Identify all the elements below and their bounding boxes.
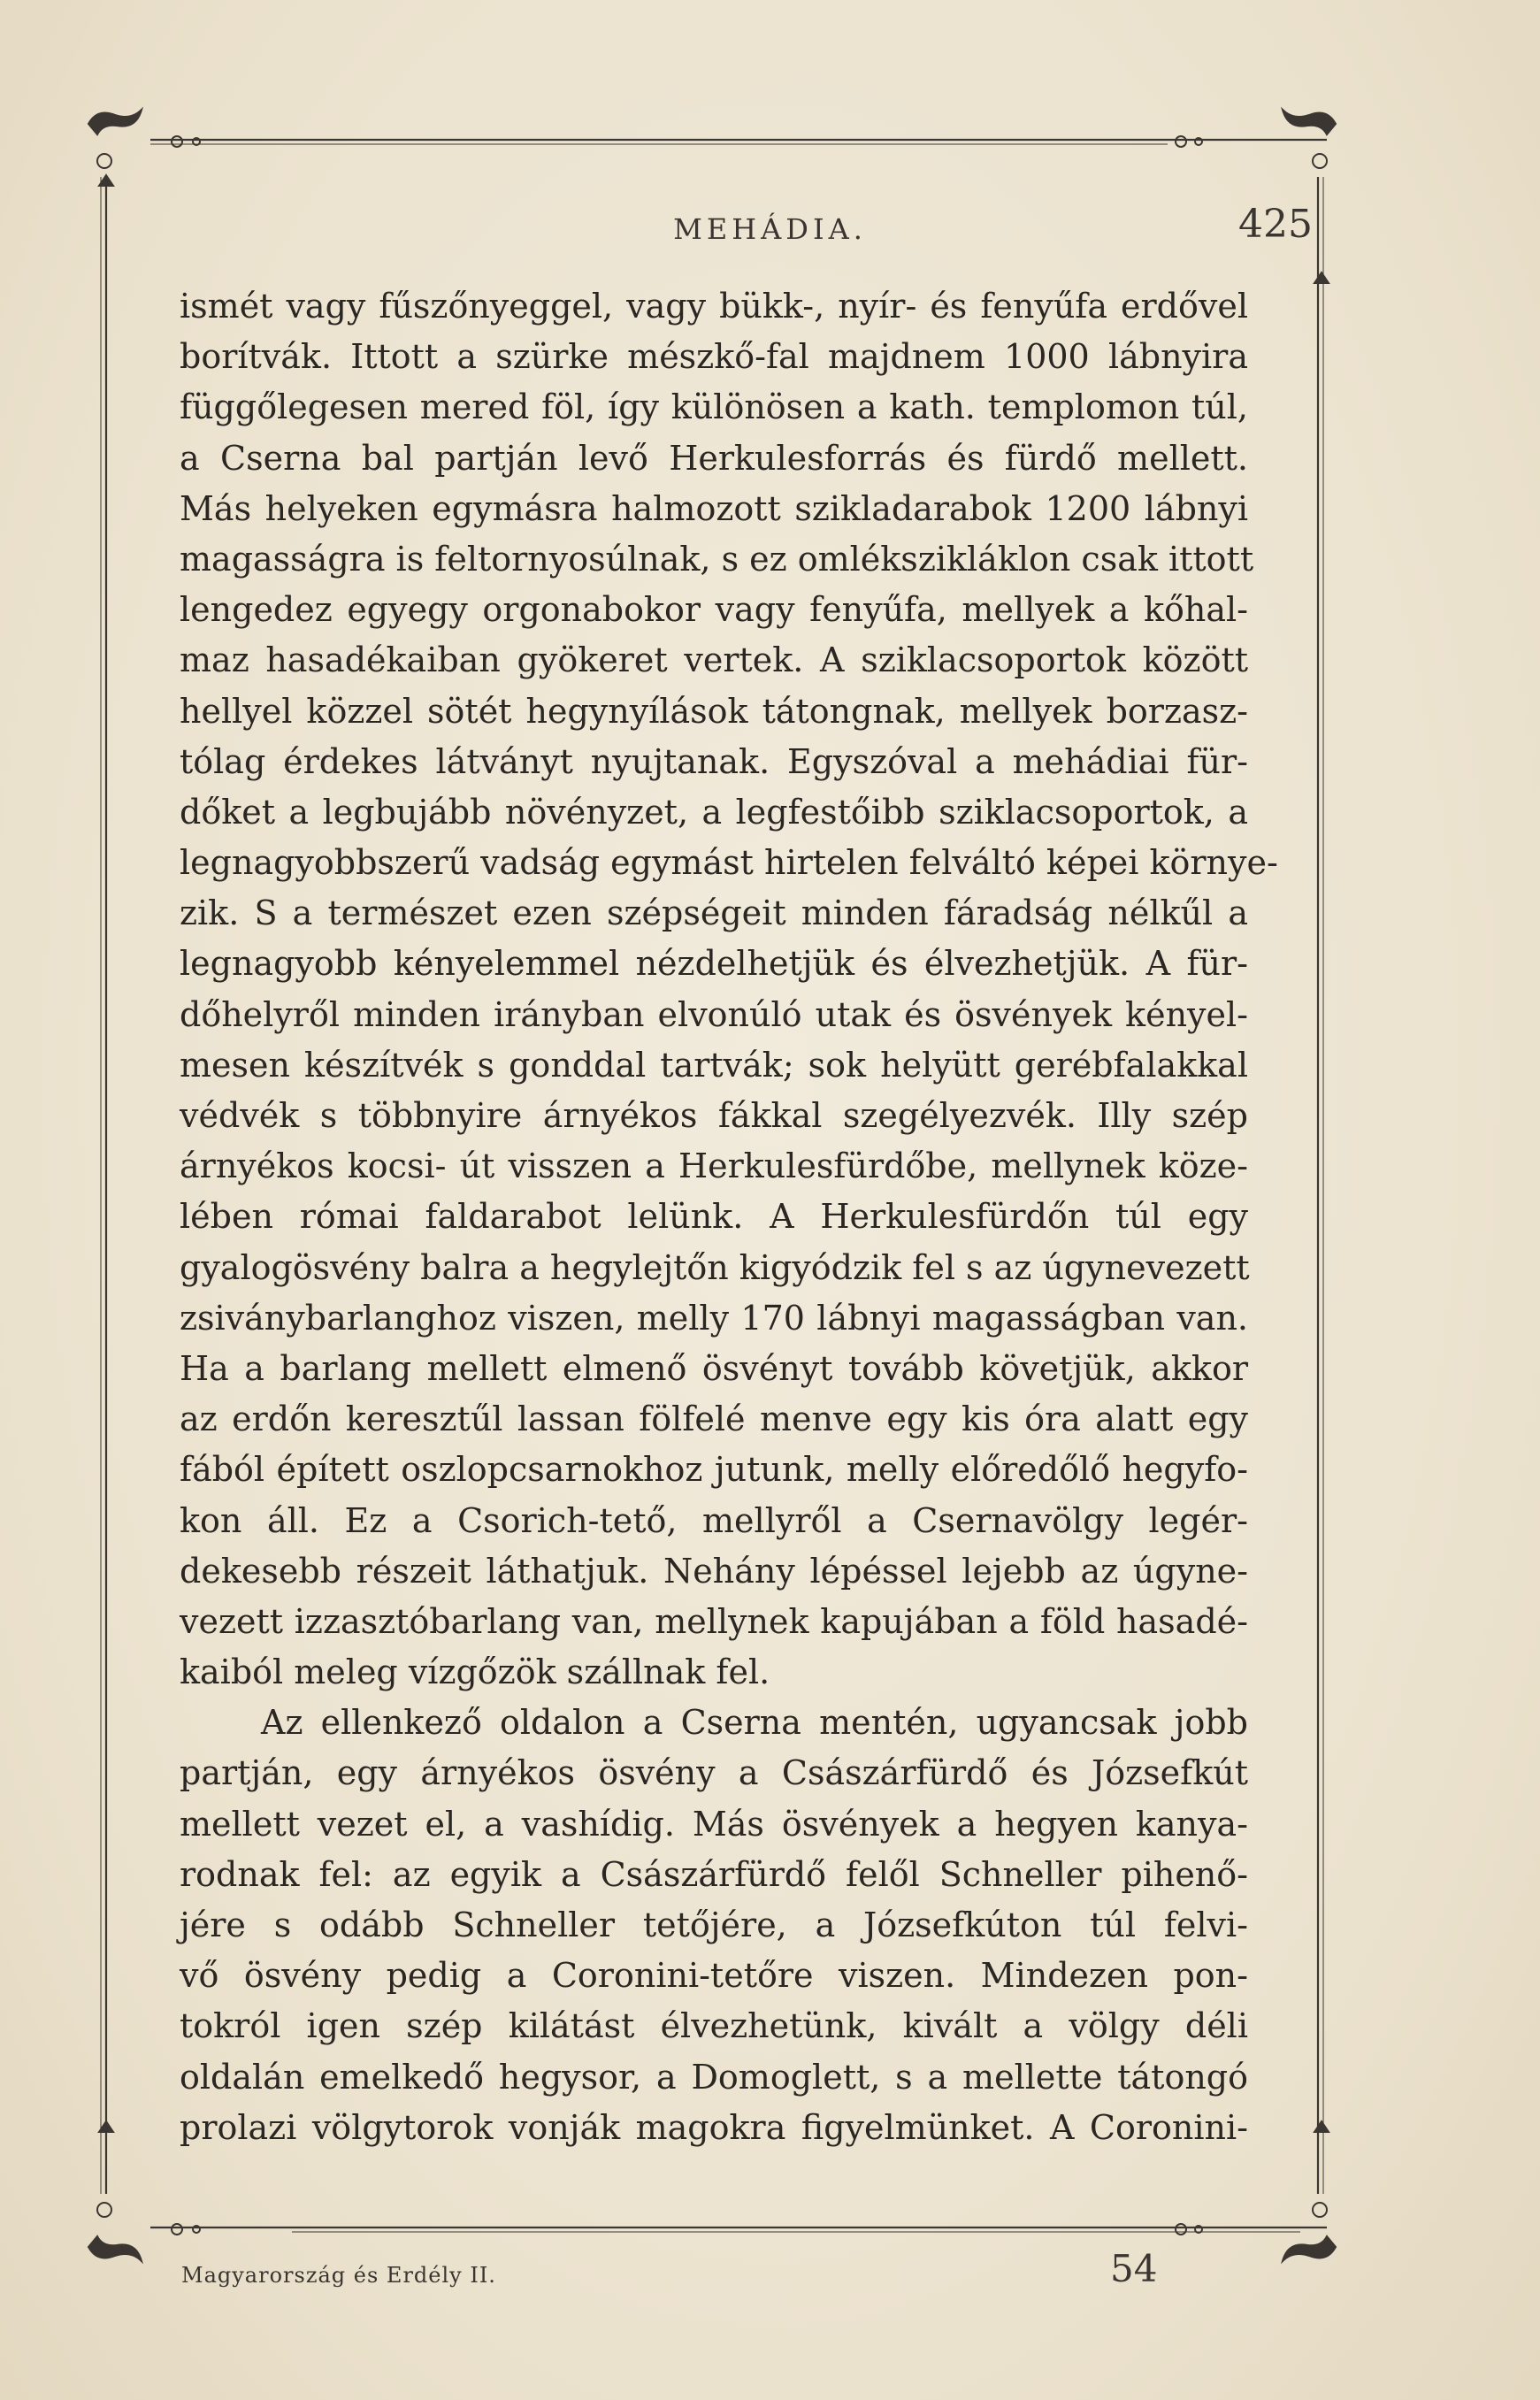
text-line: fából épített oszlopcsarnokhoz jutunk, melly előredőlő hegyfo-	[180, 1450, 1248, 1490]
text-line: hellyel közzel sötét hegynyílások tátongnak, mellyek borzasz-	[180, 691, 1248, 731]
text-line: mesen készítvék s gonddal tartvák; sok helyütt gerébfalakkal	[180, 1045, 1248, 1085]
text-line: dőhelyről minden irányban elvonúló utak és ösvények kényel-	[180, 994, 1248, 1034]
text-line: rodnak fel: az egyik a Császárfürdő felől Schneller pihenő-	[180, 1854, 1248, 1894]
body-text	[180, 281, 1278, 2153]
text-line: legnagyobbszerű vadság egymást hirtelen felváltó képei környe-	[180, 843, 1278, 883]
page-number: 425	[1238, 202, 1313, 247]
signature-mark: Magyarország és Erdély II.	[181, 2263, 496, 2288]
paragraph-first-line: Az ellenkező oldalon a Cserna mentén, ugyancsak jobb	[261, 1703, 1248, 1743]
text-line: oldalán emelkedő hegysor, a Domoglett, s a mellette tátongó	[180, 2057, 1248, 2097]
text-line: függőlegesen mered föl, így különösen a kath. templomon túl,	[180, 387, 1248, 427]
text-line: partján, egy árnyékos ösvény a Császárfürdő és Józsefkút	[180, 1753, 1248, 1793]
text-line: legnagyobb kényelemmel nézdelhetjük és élvezhetjük. A für-	[180, 944, 1248, 984]
text-line: maz hasadékaiban gyökeret vertek. A sziklacsoportok között	[180, 640, 1248, 680]
running-header: MEHÁDIA.	[673, 212, 867, 246]
text-line: árnyékos kocsi- út visszen a Herkulesfürdőbe, mellynek köze-	[180, 1146, 1248, 1186]
text-line: prolazi völgytorok vonják magokra figyelmünket. A Coronini-	[180, 2107, 1248, 2147]
text-line: borítvák. Ittott a szürke mészkő-fal majdnem 1000 lábnyira	[180, 337, 1248, 377]
corner-ornament-top-left	[88, 110, 200, 186]
text-line: dőket a legbujább növényzet, a legfestőibb sziklacsoportok, a	[180, 792, 1248, 832]
corner-ornament-top-right	[1176, 110, 1336, 283]
text-line: dekesebb részeit láthatjuk. Nehány lépéssel lejebb az úgyne-	[180, 1551, 1248, 1591]
text-line: az erdőn keresztűl lassan fölfelé menve egy kis óra alatt egy	[180, 1399, 1248, 1439]
text-line: zik. S a természet ezen szépségeit minden fáradság nélkűl a	[180, 893, 1248, 933]
paragraph-last-line: kaiból meleg vízgőzök szállnak fel.	[180, 1652, 770, 1692]
text-line: mellett vezet el, a vashídig. Más ösvények a hegyen kanya-	[180, 1804, 1248, 1844]
text-line: tólag érdekes látványt nyujtanak. Egyszóval a mehádiai für-	[180, 741, 1248, 781]
text-line: vő ösvény pedig a Coronini-tetőre viszen. Mindezen pon-	[180, 1956, 1248, 1996]
text-line: tokról igen szép kilátást élvezhetünk, kivált a völgy déli	[180, 2006, 1248, 2046]
text-line: lengedez egyegy orgonabokor vagy fenyűfa, mellyek a kőhal-	[180, 590, 1248, 630]
text-line: magasságra is feltornyosúlnak, s ez omlékszikláklon csak ittott	[180, 539, 1254, 579]
text-line: kon áll. Ez a Csorich-tető, mellyről a Csernavölgy legér-	[180, 1500, 1248, 1540]
text-line: gyalogösvény balra a hegylejtőn kigyódzik fel s az úgynevezett	[180, 1247, 1250, 1287]
text-line: lében római faldarabot lelünk. A Herkulesfürdőn túl egy	[180, 1197, 1248, 1237]
text-line: Ha a barlang mellett elmenő ösvényt tovább követjük, akkor	[180, 1348, 1248, 1388]
text-line: jére s odább Schneller tetőjére, a Józsefkúton túl felvi-	[180, 1905, 1248, 1944]
text-line: védvék s többnyire árnyékos fákkal szegélyezvék. Illy szép	[180, 1096, 1248, 1135]
sheet-number: 54	[1110, 2247, 1158, 2290]
text-line: vezett izzasztóbarlang van, mellynek kapujában a föld hasadé-	[180, 1601, 1248, 1641]
text-line: ismét vagy fűszőnyeggel, vagy bükk-, nyír- és fenyűfa erdővel	[180, 287, 1248, 326]
text-line: Más helyeken egymásra halmozott szikladarabok 1200 lábnyi	[180, 488, 1248, 528]
text-line: zsiványbarlanghoz viszen, melly 170 lábnyi magasságban van.	[180, 1298, 1248, 1338]
text-line: a Cserna bal partján levő Herkulesforrás és fürdő mellett.	[180, 438, 1248, 478]
